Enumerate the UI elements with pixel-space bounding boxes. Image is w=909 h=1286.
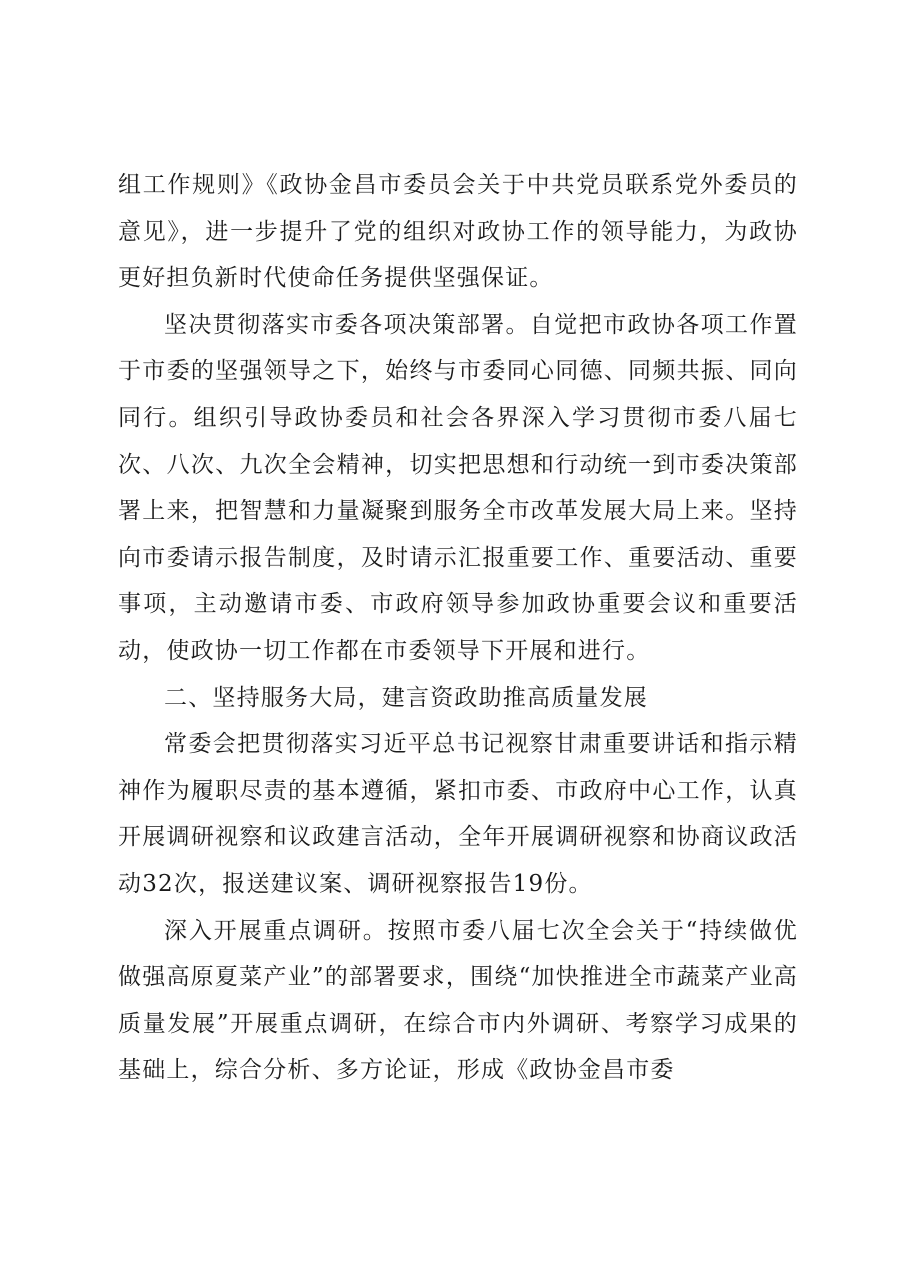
document-body — [118, 162, 798, 1094]
paragraph-continued: 组工作规则》《政协金昌市委员会关于中共党员联系党外委员的意见》，进一步提升了党的组织对政协工作的领导能力，为政协更好担负新时代使命任务提供坚强保证。 — [118, 172, 798, 292]
paragraph-standing-committee: 常委会把贯彻落实习近平总书记视察甘肃重要讲话和指示精神作为履职尽责的基本遵循，紧扣市委、市政府中心工作，认真开展调研视察和议政建言活动，全年开展调研视察和协商议政活动32次，报送建议案、调研视察报告19份。 — [118, 731, 798, 897]
paragraph-key-research: 深入开展重点调研。按照市委八届七次全会关于“持续做优做强高原夏菜产业”的部署要求，围绕“加快推进全市蔬菜产业高质量发展”开展重点调研，在综合市内外调研、考察学习成果的基础上，综合分析、多方论证，形成《政协金昌市委 — [118, 917, 798, 1084]
section-heading: 二、坚持服务大局，建言资政助推高质量发展 — [164, 684, 648, 711]
paragraph-implement-decisions: 坚决贯彻落实市委各项决策部署。自觉把市政协各项工作置于市委的坚强领导之下，始终与市委同心同德、同频共振、同向同行。组织引导政协委员和社会各界深入学习贯彻市委八届七次、八次、九次全会精神，切实把思想和行动统一到市委决策部署上来，把智慧和力量凝聚到服务全市改革发展大局上来。坚持向市委请示报告制度，及时请示汇报重要工作、重要活动、重要事项，主动邀请市委、市政府领导参加政协重要会议和重要活动，使政协一切工作都在市委领导下开展和进行。 — [118, 311, 798, 664]
